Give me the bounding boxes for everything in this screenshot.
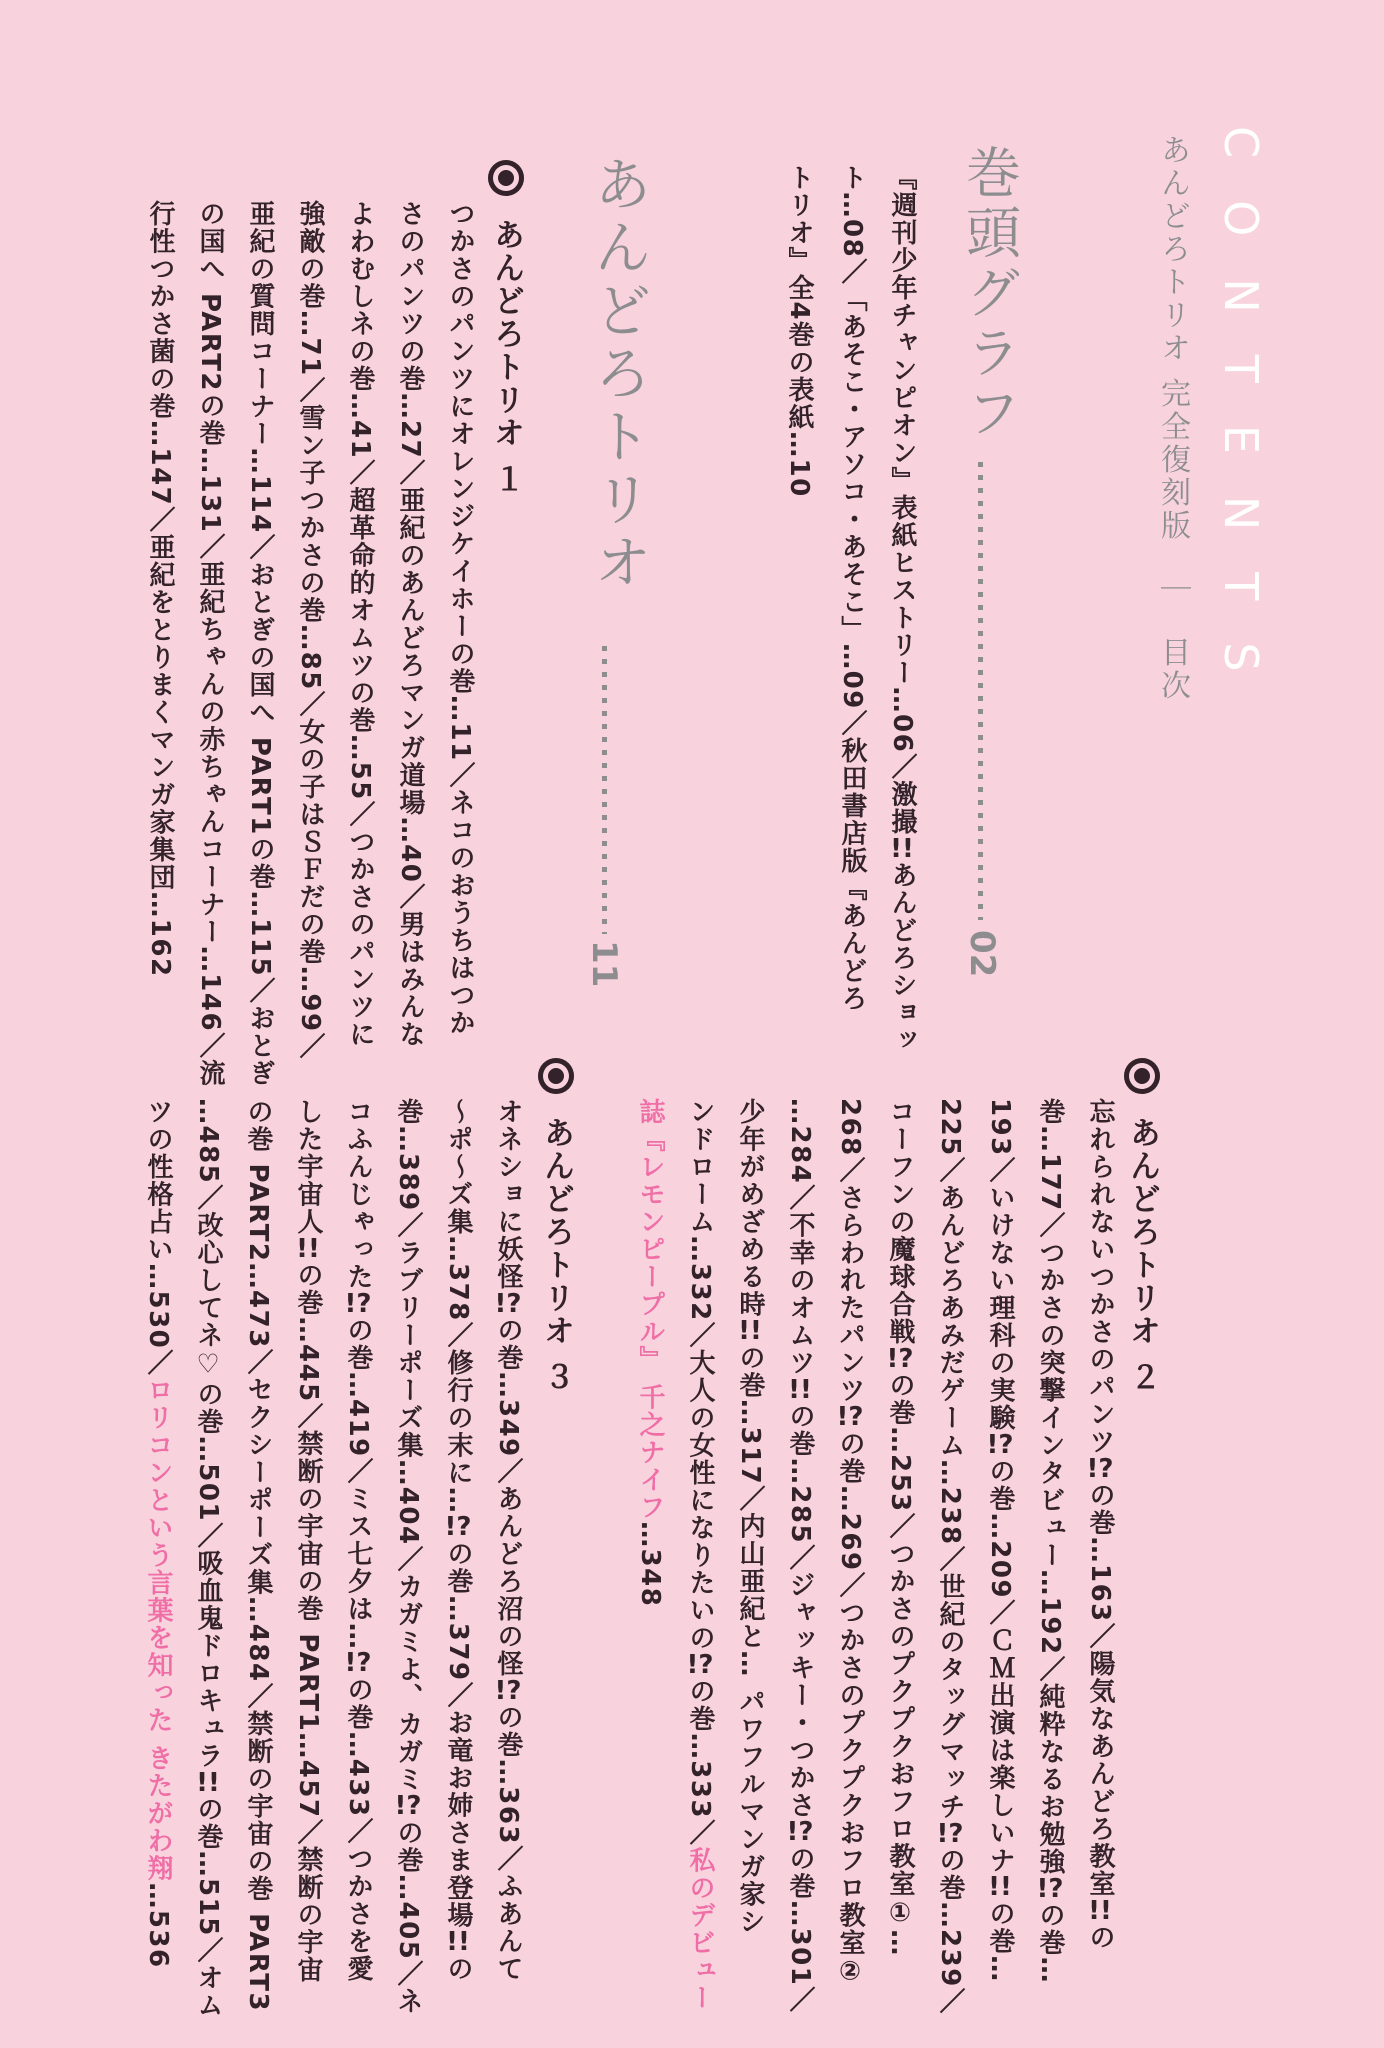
toc-label: 目次 — [1155, 636, 1190, 703]
toc-line — [140, 1098, 177, 1969]
main-title-heading: あんどろトリオ — [584, 154, 652, 595]
toc-line-segment: ツの性格占い…530／ — [143, 1098, 173, 1377]
toc-line: 少年がめざめる時!!の巻…317／内山亜紀と… パワフルマンガ家シ — [735, 1098, 765, 1936]
toc-line: 巻…389／ラブリーポーズ集…404／カガミよ、カガミ!?の巻…405／ネ — [393, 1098, 423, 2016]
toc-line: コふんじゃった!?の巻…419／ミス七夕は…!?の巻…433／つかさを愛 — [343, 1098, 373, 1983]
main-title-leader — [602, 646, 607, 934]
kanto-graf-page-number: 02 — [962, 930, 1002, 978]
toc-line: つかさのパンツにオレンジケイホーの巻…11／ネコのおうちはつか — [445, 200, 475, 1037]
section-header-label: あんどろトリオ ３ — [538, 1116, 574, 1394]
toc-line: 225／あんどろあみだゲーム…238／世紀のタッグマッチ!?の巻…239／ — [935, 1098, 965, 2016]
section-header-trio3 — [534, 1058, 579, 1394]
toc-line: の巻 PART2…473／セクシーポーズ集…484／禁断の宇宙の巻 PART3 — [243, 1098, 273, 2013]
toc-line: した宇宙人!!の巻…445／禁断の宇宙の巻 PART1…457／禁断の宇宙 — [293, 1098, 323, 1984]
toc-line: …485／改心してネ♡の巻…501／吸血鬼ドロキュラ!!の巻…515／オム — [193, 1098, 223, 2020]
main-title-page-number: 11 — [584, 940, 624, 988]
toc-line-segment-accent: ロリコンという言葉を知った きたがわ翔 — [143, 1376, 173, 1883]
toc-line: 〜ポ〜ズ集…378／修行の末に…!?の巻…379／お竜お姉さま登場!!の — [443, 1098, 473, 1983]
book-title-text: あんどろトリオ 完全復刻版 — [1155, 134, 1190, 543]
toc-line: オネショに妖怪!?の巻…349／あんどろ沼の怪!?の巻…363／ふあんて — [493, 1098, 523, 1983]
section-header-label: あんどろトリオ １ — [488, 218, 524, 496]
toc-line-segment-accent: 私のデビュー — [685, 1846, 715, 2012]
contents-label: CONTENTS — [1214, 126, 1268, 714]
toc-line — [682, 1098, 719, 2012]
section-header-trio2 — [1120, 1058, 1165, 1394]
toc-line: …284／不幸のオムツ!!の巻…285／ジャッキー・つかさ!?の巻…301／ — [785, 1098, 815, 2014]
toc-line: 『週刊少年チャンピオン』表紙ヒストリー…06／激撮!!あんどろショッ — [887, 164, 917, 1055]
toc-line — [632, 1098, 669, 1607]
fisheye-bullet-icon — [488, 160, 524, 196]
toc-line: 193／いけない理科の実験!?の巻…209／ＣＭ出演は楽しいナ!!の巻… — [985, 1098, 1015, 1983]
toc-line: 268／さらわれたパンツ!?の巻…269／つかさのプクプクおフロ教室② — [835, 1098, 865, 1989]
toc-line: トリオ』全4巻の表紙…10 — [784, 164, 814, 498]
toc-line-segment-accent: 誌『レモンピープル』 千之ナイフ — [635, 1098, 665, 1522]
toc-line: 巻…177／つかさの突撃インタビュー…192／純粋なるお勉強!?の巻… — [1035, 1098, 1065, 1985]
toc-line: ト…08／「あそこ・アソコ・あそこ」…09／秋田書店版『あんどろ — [837, 164, 867, 1013]
title-divider: ｜ — [1155, 573, 1190, 607]
toc-line: 行性つかさ菌の巻…147／亜紀をとりまくマンガ家集団…162 — [145, 200, 175, 978]
book-title — [1150, 134, 1194, 703]
toc-line: コーフンの魔球合戦!?の巻…253／つかさのプクプクおフロ教室①… — [885, 1098, 915, 1957]
toc-line: 強敵の巻…71／雪ン子つかさの巻…85／女の子はＳＦだの巻…99／ — [295, 200, 325, 1061]
toc-line: さのパンツの巻…27／亜紀のあんどろマンガ道場…40／男はみんな — [395, 200, 425, 1049]
section-header-label: あんどろトリオ ２ — [1124, 1116, 1160, 1394]
toc-line-segment: …348 — [635, 1521, 665, 1608]
section-header-trio1 — [484, 160, 529, 496]
kanto-graf-heading: 巻頭グラフ — [957, 144, 1021, 444]
toc-line: 亜紀の質問コーナー…114／おとぎの国へ PART1の巻…115／おとぎ — [245, 200, 275, 1088]
toc-line: の国へ PART2の巻…131／亜紀ちゃんの赤ちゃんコーナー…146／流 — [195, 200, 225, 1088]
kanto-graf-leader — [978, 462, 983, 920]
toc-line-segment: ンドローム…332／大人の女性になりたいの!?の巻…333／ — [685, 1098, 715, 1847]
fisheye-bullet-icon — [538, 1058, 574, 1094]
toc-line-segment: …536 — [143, 1882, 173, 1969]
toc-line: よわむしネの巻…41／超革命的オムツの巻…55／つかさのパンツに — [345, 200, 375, 1049]
toc-line: 忘れられないつかさのパンツ!?の巻…163／陽気なあんどろ教室!!の — [1085, 1098, 1115, 1952]
fisheye-bullet-icon — [1124, 1058, 1160, 1094]
